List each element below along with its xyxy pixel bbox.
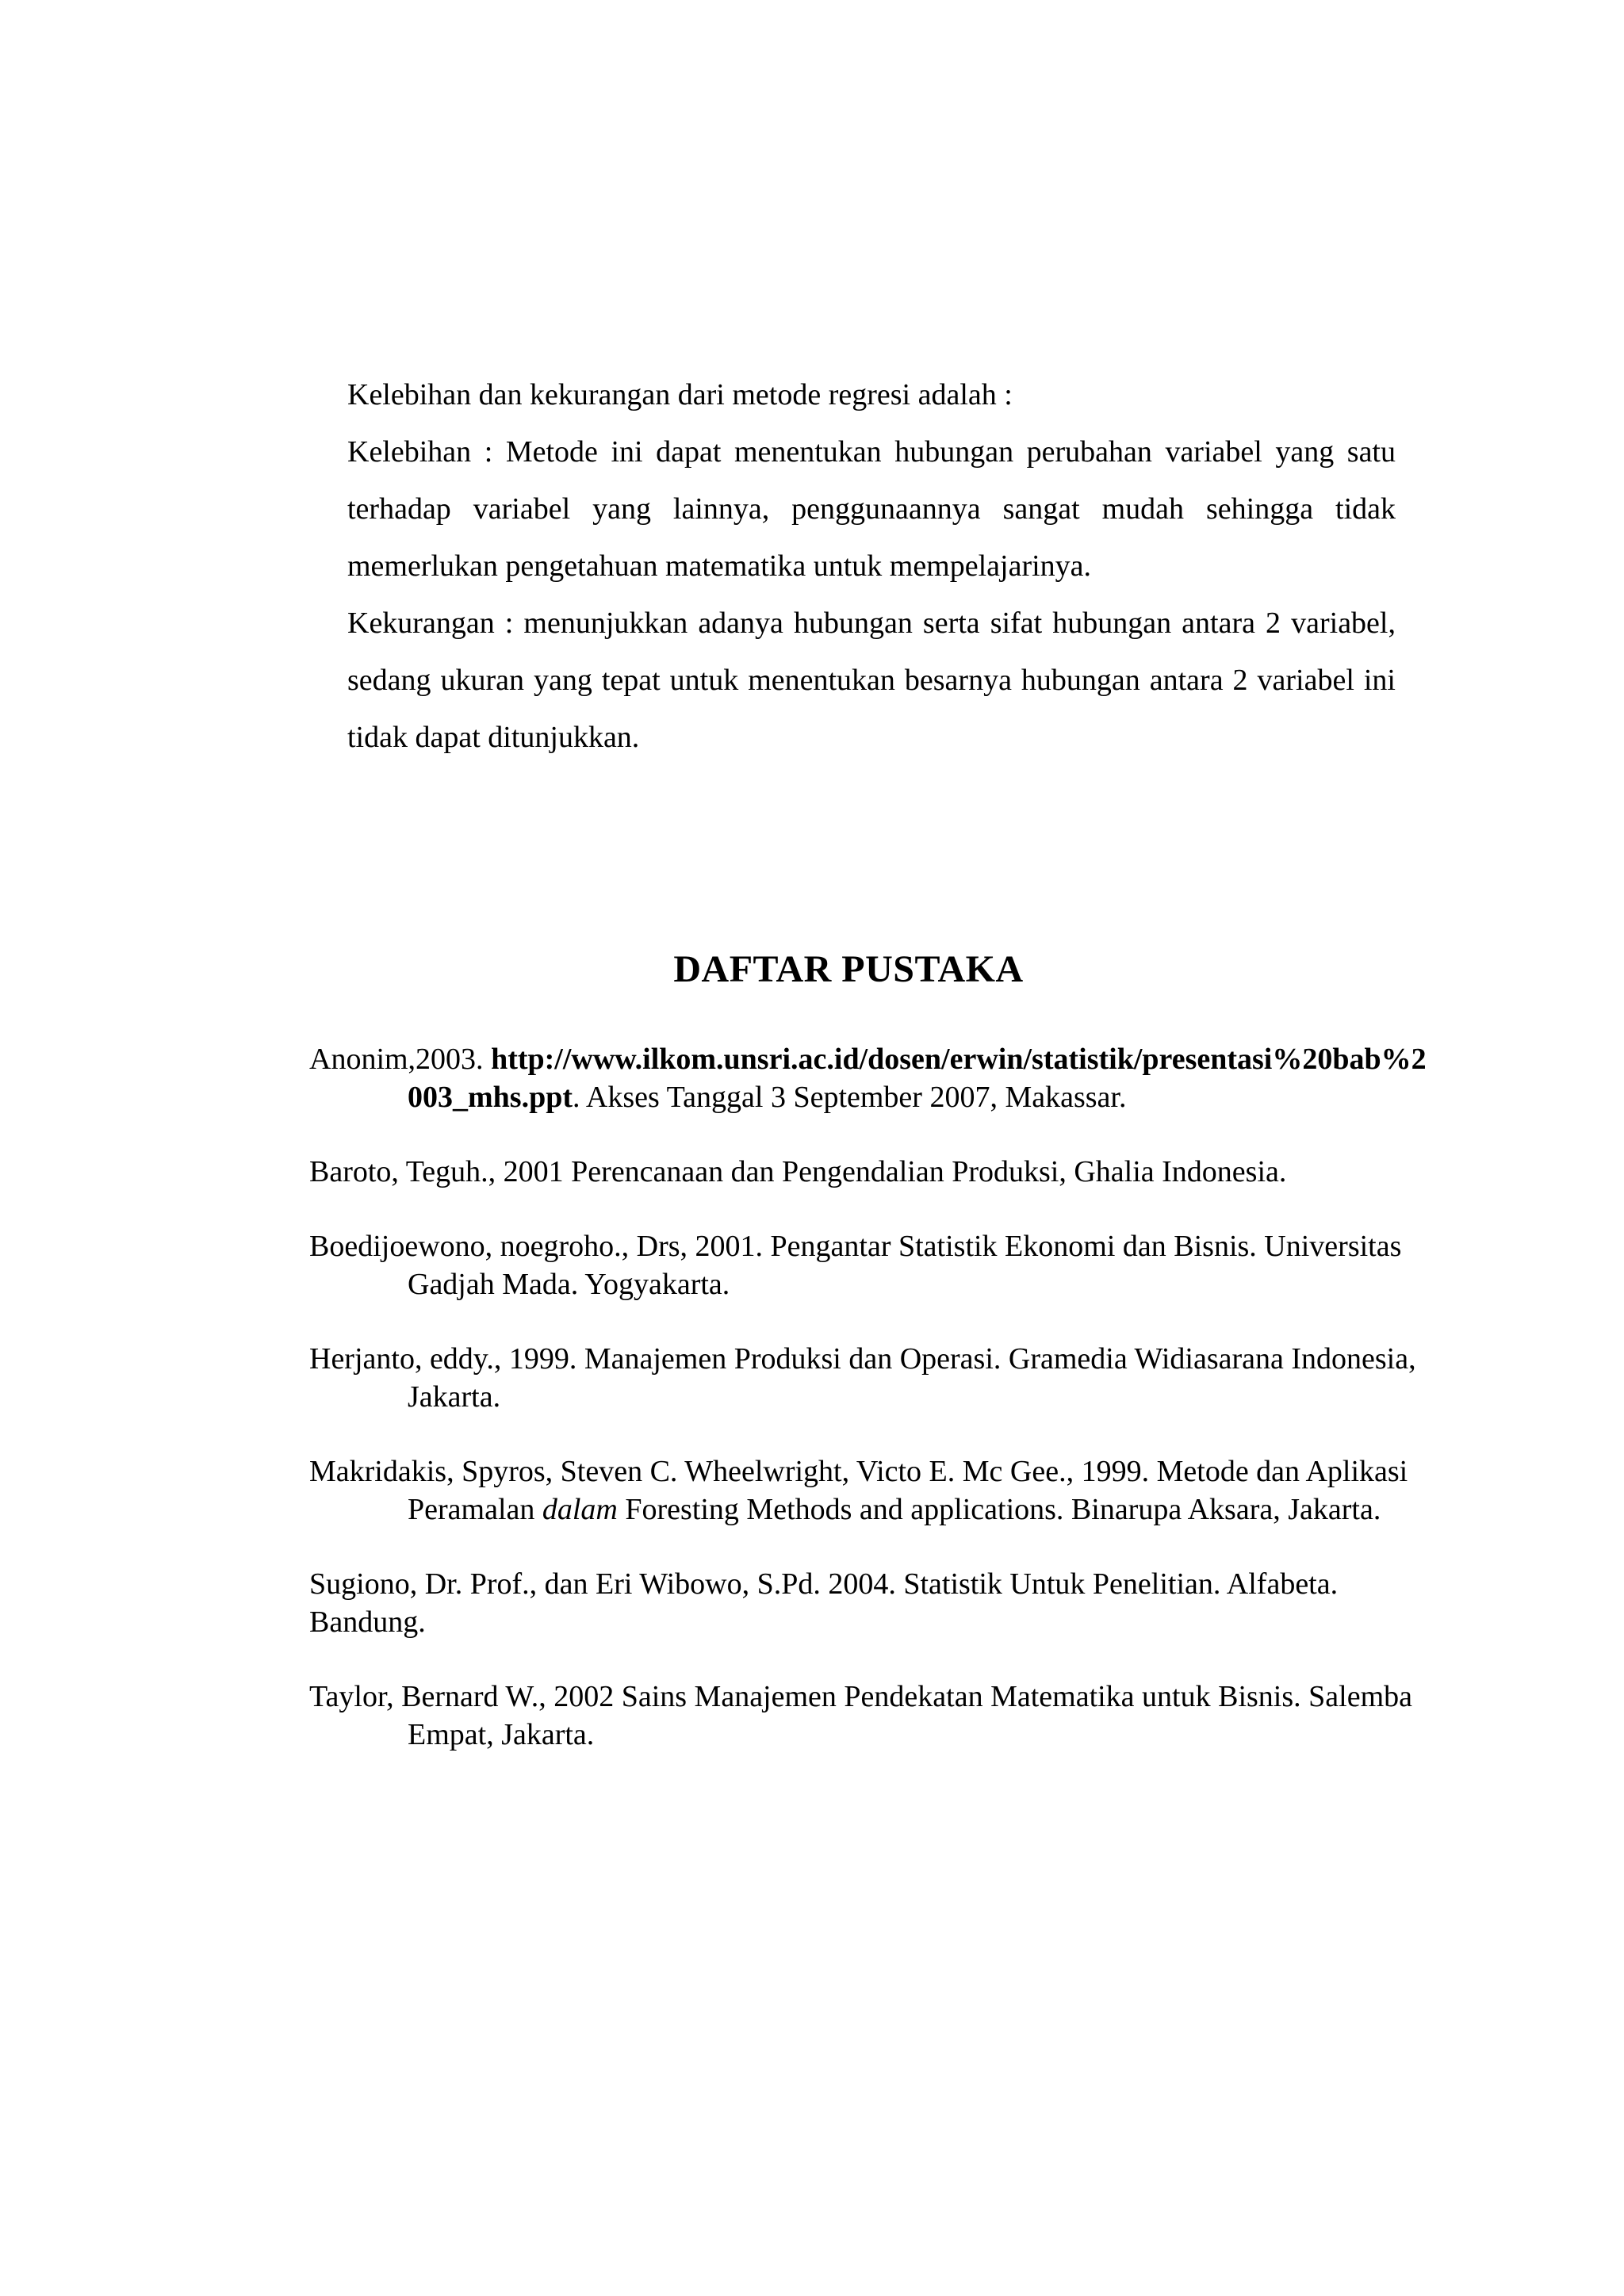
reference-item-boedijoewono: Boedijoewono, noegroho., Drs, 2001. Pengantar Statistik Ekonomi dan Bisnis. Universitas Gadjah Mada. Yogyakarta. [309, 1230, 1402, 1301]
intro-paragraph: Kelebihan dan kekurangan dari metode regresi adalah : [347, 378, 1013, 411]
reference-tail: . Akses Tanggal 3 September 2007, Makassar. [573, 1081, 1127, 1114]
reference-item-makridakis [309, 1452, 1427, 1529]
reference-item-anonim [309, 1040, 1427, 1116]
reference-item-baroto: Baroto, Teguh., 2001 Perencanaan dan Pengendalian Produksi, Ghalia Indonesia. [309, 1155, 1287, 1188]
kekurangan-paragraph: Kekurangan : menunjukkan adanya hubungan serta sifat hubungan antara 2 variabel, sedang ukuran yang tepat untuk menentukan besarnya hubungan antara 2 variabel ini tidak dapat ditunjukkan. [347, 607, 1396, 754]
kelebihan-paragraph: Kelebihan : Metode ini dapat menentukan hubungan perubahan variabel yang satu terhadap variabel yang lainnya, penggunaannya sangat mudah sehingga tidak memerlukan pengetahuan matematika untuk mempelajarinya. [347, 435, 1396, 583]
reference-tail: Foresting Methods and applications. Binarupa Aksara, Jakarta. [617, 1493, 1381, 1526]
reference-lead: Makridakis, Spyros, Steven C. Wheelwright, Victo E. Mc Gee., 1999. Metode dan Aplikasi Peramalan [309, 1455, 1408, 1526]
body-text [347, 366, 1396, 766]
reference-item-sugiono: Sugiono, Dr. Prof., dan Eri Wibowo, S.Pd. 2004. Statistik Untuk Penelitian. Alfabeta. Bandung. [309, 1567, 1339, 1639]
reference-author: Anonim,2003. [309, 1043, 492, 1076]
reference-item-taylor: Taylor, Bernard W., 2002 Sains Manajemen Pendekatan Matematika untuk Bisnis. Salemba Empat, Jakarta. [309, 1680, 1412, 1751]
reference-item-herjanto: Herjanto, eddy., 1999. Manajemen Produksi dan Operasi. Gramedia Widiasarana Indonesia, Jakarta. [309, 1342, 1416, 1414]
reference-url: http://www.ilkom.unsri.ac.id/dosen/erwin/statistik/presentasi%20bab%2003_mhs.ppt [408, 1043, 1427, 1114]
references-heading: DAFTAR PUSTAKA [673, 948, 1024, 990]
reference-list [309, 1040, 1427, 1790]
reference-italic: dalam [542, 1493, 618, 1526]
